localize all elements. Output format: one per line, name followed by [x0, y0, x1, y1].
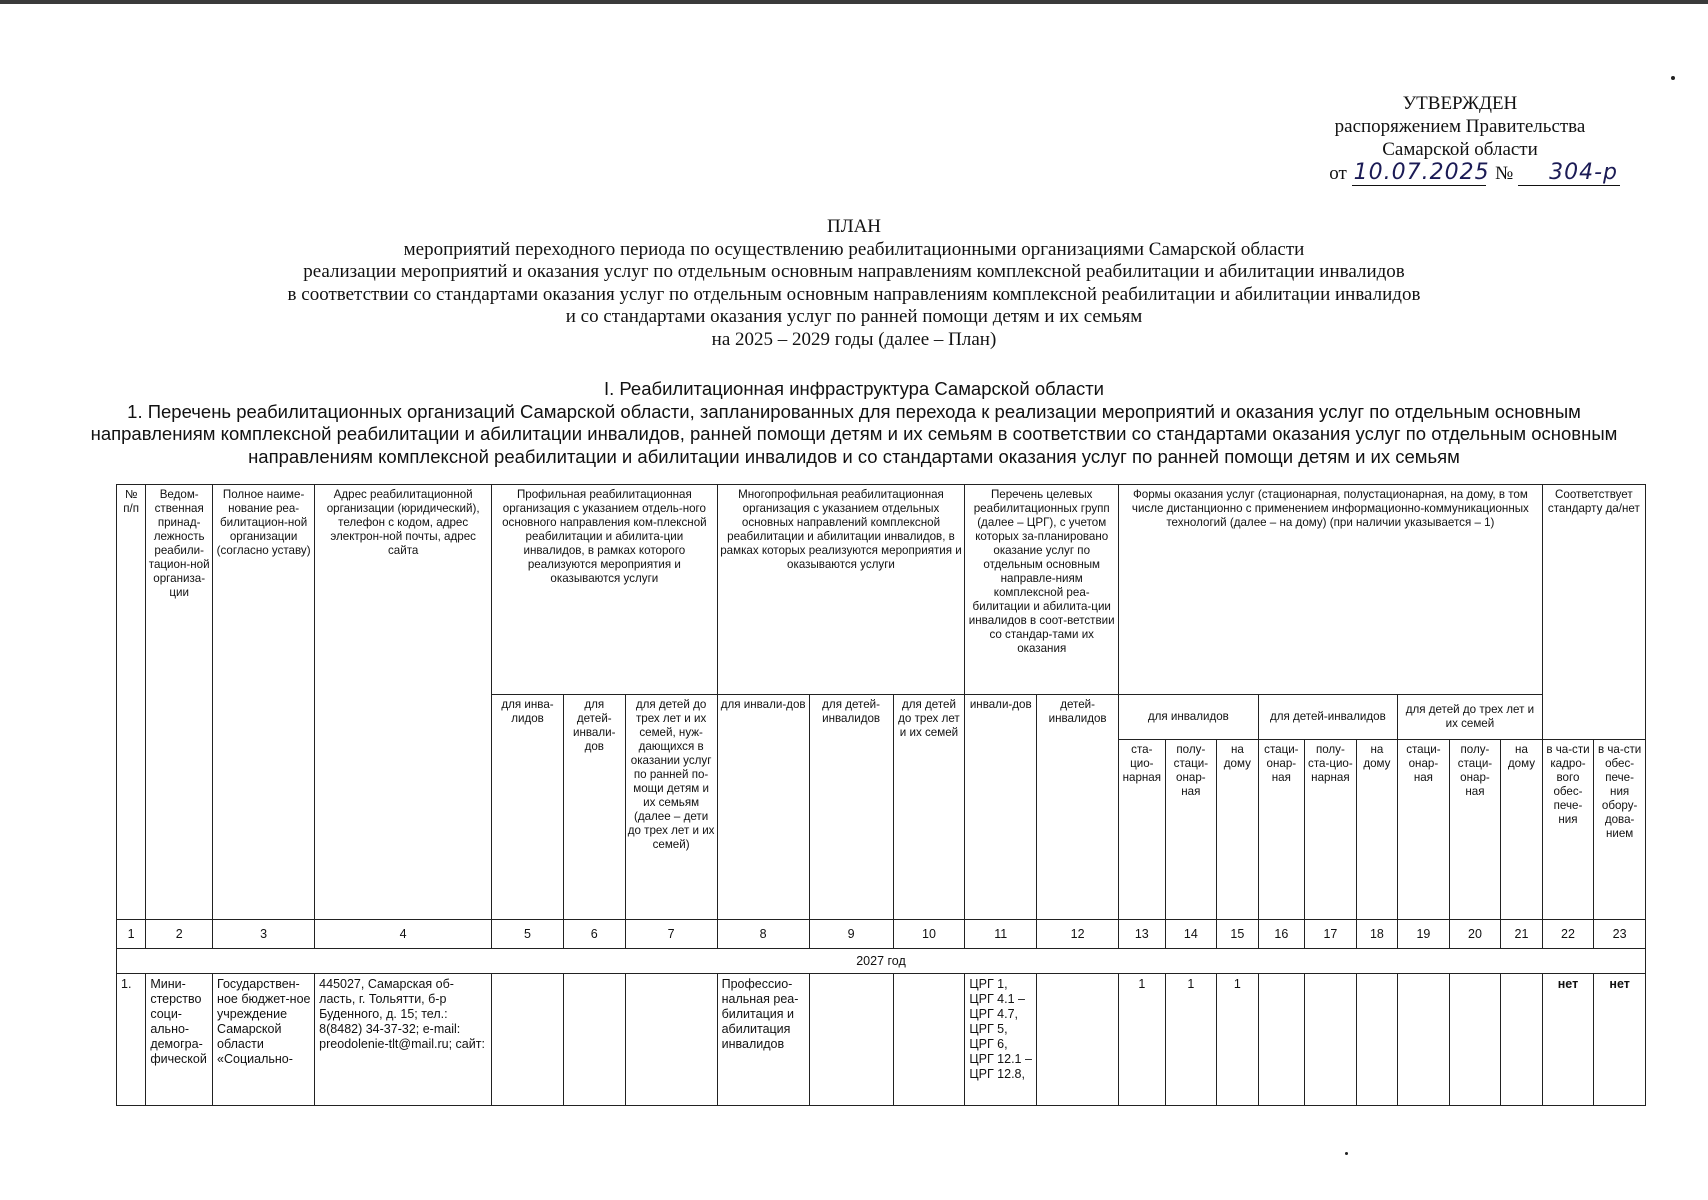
row-c13: 1: [1119, 974, 1166, 1106]
header-c6: для детей-инвали-дов: [563, 695, 625, 920]
header-c7: для детей до трех лет и их семей, нуж-дающихся в оказании услуг по ранней по-мощи детям и их семьям (далее – дети до трех лет и их семей): [625, 695, 717, 920]
row-c11: ЦРГ 1, ЦРГ 4.1 – ЦРГ 4.7, ЦРГ 5, ЦРГ 6, ЦРГ 12.1 – ЦРГ 12.8,: [965, 974, 1037, 1106]
row-c12: [1037, 974, 1119, 1106]
column-number: 8: [717, 920, 809, 949]
header-c13: ста-цио-нарная: [1119, 740, 1166, 920]
header-c18: на дому: [1356, 740, 1397, 920]
plan-title: ПЛАН: [826, 216, 882, 237]
row-dept: Мини-стерство соци-ально-демогра-фической: [146, 974, 213, 1106]
approval-number: 304-р: [1549, 160, 1618, 185]
approval-line2: Самарской области: [1382, 139, 1538, 160]
header-c9: для детей-инвалидов: [809, 695, 893, 920]
header-num: № п/п: [117, 485, 146, 920]
section-title: I. Реабилитационная инфраструктура Самарской области: [603, 378, 1105, 399]
column-number: 20: [1449, 920, 1501, 949]
column-number: 5: [492, 920, 564, 949]
date-prefix: от: [1329, 163, 1347, 184]
approval-date: 10.07.2025: [1353, 160, 1490, 185]
header-c15: на дому: [1217, 740, 1258, 920]
plan-line: на 2025 – 2029 годы (далее – План): [711, 328, 997, 350]
column-number: 3: [213, 920, 315, 949]
column-number: 18: [1356, 920, 1397, 949]
row-c7: [625, 974, 717, 1106]
column-number: 15: [1217, 920, 1258, 949]
column-number: 2: [146, 920, 213, 949]
header-c17: полу-ста-цио-нарная: [1305, 740, 1357, 920]
header-standard-compliance: Соответствует стандарту да/нет: [1542, 485, 1645, 740]
column-number: 10: [893, 920, 965, 949]
column-number: 19: [1398, 920, 1450, 949]
row-c21: [1501, 974, 1542, 1106]
column-number: 7: [625, 920, 717, 949]
column-number: 11: [965, 920, 1037, 949]
header-c21: на дому: [1501, 740, 1542, 920]
plan-heading: [0, 216, 1708, 351]
plan-line: и со стандартами оказания услуг по ранней помощи детям и их семьям: [565, 306, 1143, 327]
header-c23: в ча-сти обес-пече-ния обору-дова-нием: [1594, 740, 1646, 920]
column-number: 23: [1594, 920, 1646, 949]
column-number: 14: [1165, 920, 1217, 949]
approval-stamp: [1300, 92, 1620, 186]
section-subtitle-line: направлениям комплексной реабилитации и абилитации инвалидов, ранней помощи детям и их семьям в соответствии со стандартами оказания услуг по отдельным основным: [90, 423, 1618, 444]
header-c10: для детей до трех лет и их семей: [893, 695, 965, 920]
rehab-organizations-table: [116, 484, 1646, 1106]
scan-edge: [0, 0, 1708, 4]
header-dept: Ведом-ственная принад-лежность реабили-тацион-ной организа-ции: [146, 485, 213, 920]
row-c17: [1305, 974, 1357, 1106]
column-number: 4: [315, 920, 492, 949]
column-number: 21: [1501, 920, 1542, 949]
row-num: 1.: [117, 974, 146, 1106]
row-address: 445027, Самарская об-ласть, г. Тольятти, б-р Буденного, д. 15; тел.: 8(8482) 34-37-32; e-mail: preodolenie-tlt@mail.ru; сайт:: [315, 974, 492, 1106]
header-c20: полу-стаци-онар-ная: [1449, 740, 1501, 920]
header-profile-org: Профильная реабилитационная организация с указанием отдель-ного основного направления ком-плексной реабилитации и абилита-ции инвалидов, в рамках которого реализуются мероприятия и оказываются услуги: [492, 485, 717, 695]
row-c14: 1: [1165, 974, 1217, 1106]
row-c15: 1: [1217, 974, 1258, 1106]
scan-speck: [1671, 76, 1675, 80]
row-c20: [1449, 974, 1501, 1106]
header-group-under-three: для детей до трех лет и их семей: [1398, 695, 1543, 740]
column-number: 17: [1305, 920, 1357, 949]
column-number: 22: [1542, 920, 1594, 949]
year-label: 2027 год: [117, 949, 1646, 974]
header-address: Адрес реабилитационной организации (юридический), телефон с кодом, адрес электрон-ной почты, адрес сайта: [315, 485, 492, 920]
plan-line: мероприятий переходного периода по осуществлению реабилитационными организациями Самарской области: [403, 238, 1305, 260]
header-c22: в ча-сти кадро-вого обес-пече-ния: [1542, 740, 1594, 920]
row-c22: нет: [1542, 974, 1594, 1106]
year-row: [117, 949, 1646, 974]
header-group-disabled-children: для детей-инвалидов: [1258, 695, 1398, 740]
row-c5: [492, 974, 564, 1106]
row-c8: Профессио-нальная реа-билитация и абилитация инвалидов: [717, 974, 809, 1106]
section-heading: [0, 378, 1708, 468]
row-c23: нет: [1594, 974, 1646, 1106]
row-c16: [1258, 974, 1305, 1106]
plan-line: реализации мероприятий и оказания услуг по отдельным основным направлениям комплексной реабилитации и абилитации инвалидов: [303, 261, 1405, 282]
approval-number-field: [1518, 162, 1620, 186]
column-number: 1: [117, 920, 146, 949]
row-c18: [1356, 974, 1397, 1106]
header-group-disabled: для инвалидов: [1119, 695, 1259, 740]
approval-title: УТВЕРЖДЕН: [1402, 93, 1518, 114]
column-number: 6: [563, 920, 625, 949]
column-number: 9: [809, 920, 893, 949]
column-number: 13: [1119, 920, 1166, 949]
row-c10: [893, 974, 965, 1106]
section-subtitle-line: 1. Перечень реабилитационных организаций Самарской области, запланированных для перехода к реализации мероприятий и оказания услуг по отдельным основным: [127, 400, 1581, 422]
header-target-groups: Перечень целевых реабилитационных групп (далее – ЦРГ), с учетом которых за-планировано оказание услуг по отдельным основным направле-ниям комплексной реа-билитации и абилита-ции инвалидов в соот-ветствии со стандар-тами их оказания: [965, 485, 1119, 695]
column-number-row: [117, 920, 1646, 949]
header-c16: стаци-онар-ная: [1258, 740, 1305, 920]
row-c19: [1398, 974, 1450, 1106]
scan-speck: [1345, 1152, 1348, 1155]
header-multiprofile-org: Многопрофильная реабилитационная организация с указанием отдельных основных направлений комплексной реабилитации и абилитации инвалидов, в рамках которых реализуются мероприятия и оказываются услуги: [717, 485, 965, 695]
header-org-name: Полное наиме-нование реа-билитацион-ной организации (согласно уставу): [213, 485, 315, 920]
approval-line1: распоряжением Правительства: [1334, 116, 1586, 137]
approval-date-line: [1300, 162, 1620, 186]
header-c19: стаци-онар-ная: [1398, 740, 1450, 920]
column-number: 12: [1037, 920, 1119, 949]
section-subtitle-line: направлениям комплексной реабилитации и абилитации инвалидов и со стандартами оказания услуг по ранней помощи детям и их семьям: [248, 445, 1460, 467]
header-c8: для инвали-дов: [717, 695, 809, 920]
header-row-1: [117, 485, 1646, 695]
header-c5: для инва-лидов: [492, 695, 564, 920]
table-row: [117, 974, 1646, 1106]
header-c11: инвали-дов: [965, 695, 1037, 920]
row-org-name: Государствен-ное бюджет-ное учреждение Самарской области «Социально-: [213, 974, 315, 1106]
approval-date-field: [1352, 160, 1490, 186]
row-c6: [563, 974, 625, 1106]
plan-line: в соответствии со стандартами оказания услуг по отдельным основным направлениям комплексной реабилитации и абилитации инвалидов: [287, 283, 1421, 305]
header-c12: детей-инвалидов: [1037, 695, 1119, 920]
column-number: 16: [1258, 920, 1305, 949]
row-c9: [809, 974, 893, 1106]
header-c14: полу-стаци-онар-ная: [1165, 740, 1217, 920]
header-service-forms: Формы оказания услуг (стационарная, полустационарная, на дому, в том числе дистанционно с применением информационно-коммуникационных технологий (далее – на дому) (при наличии указывается – 1): [1119, 485, 1543, 695]
number-prefix: №: [1495, 163, 1514, 184]
